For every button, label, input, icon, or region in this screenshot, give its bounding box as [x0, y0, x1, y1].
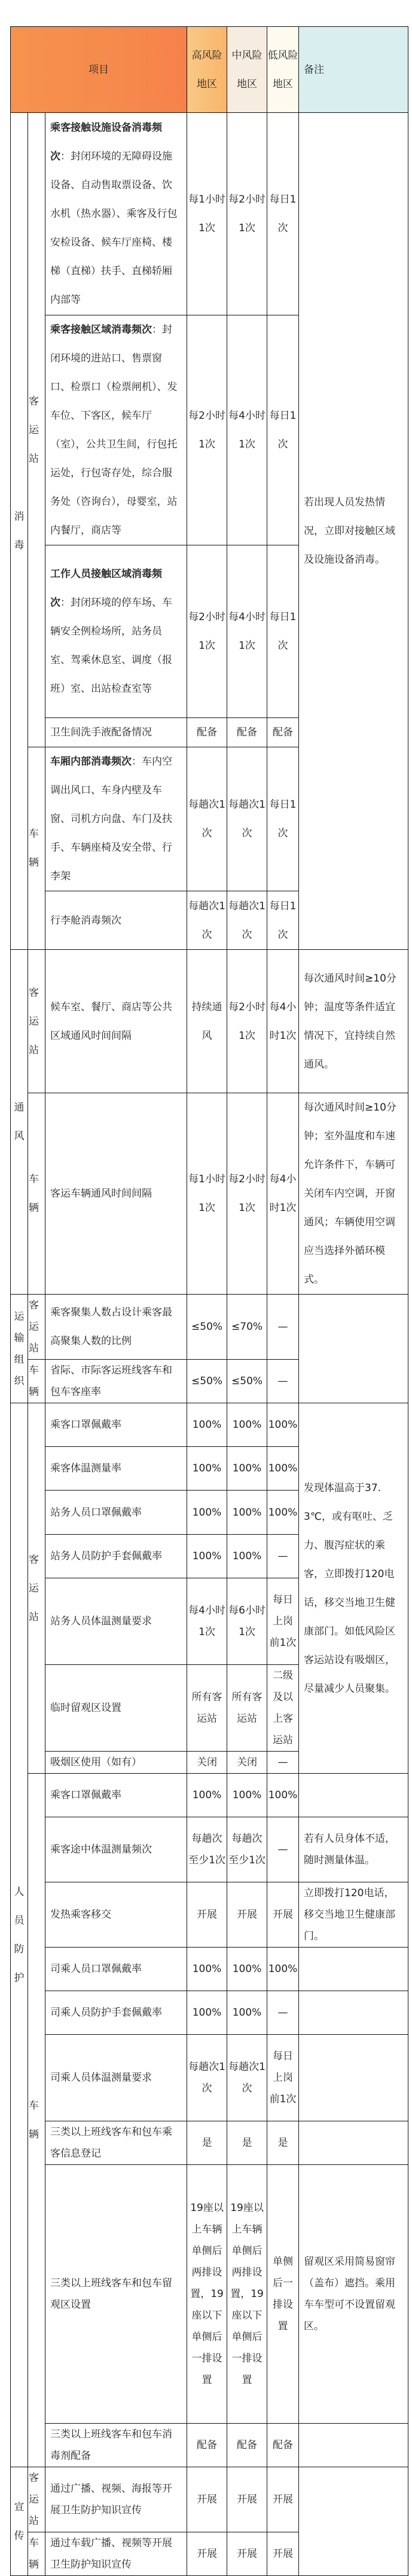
value-low: 100%	[267, 1491, 299, 1535]
value-low: —	[267, 1817, 299, 1882]
value-low: 每日1次	[267, 113, 299, 315]
category-protection: 人员防护	[11, 1403, 28, 2467]
value-low: 每日上岗前1次	[267, 1578, 299, 1665]
row-title: 工作人员接触区域消毒频次	[50, 568, 162, 609]
value-low: 每日上岗前1次	[267, 2035, 299, 2121]
category-ventilation: 通风	[11, 950, 28, 1295]
value-mid: 每趟次1次	[227, 891, 267, 950]
value-mid: 100%	[227, 1491, 267, 1535]
value-low: 开展	[267, 1882, 299, 1948]
value-high: ≤50%	[187, 1295, 227, 1360]
value-mid: 每4小时1次	[227, 315, 267, 545]
table-row	[11, 1991, 408, 2035]
subcategory-station: 客运站	[28, 1295, 45, 1360]
row-description: 站务人员体温测量要求	[45, 1578, 187, 1665]
value-high: 100%	[187, 1491, 227, 1535]
value-high: 100%	[187, 1991, 227, 2035]
table-row	[11, 950, 408, 1093]
risk-level-measures-table	[10, 26, 408, 2576]
value-mid: 关闭	[227, 1752, 267, 1774]
row-text: ：封闭环境的无障碍设施设备、自动售取票设备、饮水机（热水器）、乘客及行包安检设备、候车厅座椅、楼梯（直梯）扶手、直梯轿厢内部等	[50, 151, 178, 306]
value-low: 是	[267, 2121, 299, 2165]
row-description: 三类以上班线客车和包车消毒剂配备	[45, 2424, 187, 2467]
value-mid: 100%	[227, 1991, 267, 2035]
value-low: 每日1次	[267, 545, 299, 718]
value-low: 二级及以上客运站	[267, 1665, 299, 1752]
note-ventilation-vehicle: 每次通风时间≥10分钟；室外温度和车速允许条件下，车辆可关闭车内空调，开窗通风；车辆使用空调应当选择外循环模式。	[299, 1093, 408, 1295]
value-mid: 每6小时1次	[227, 1578, 267, 1665]
category-publicity: 宣传	[11, 2467, 28, 2576]
subcategory-vehicle: 车辆	[28, 2532, 45, 2576]
value-low: 100%	[267, 1948, 299, 1991]
value-mid: 开展	[227, 1882, 267, 1948]
row-description: 司乘人员体温测量要求	[45, 2035, 187, 2121]
value-high: 开展	[187, 2467, 227, 2532]
value-mid: 每2小时1次	[227, 1093, 267, 1295]
value-low: 每日1次	[267, 315, 299, 545]
value-low: —	[267, 1295, 299, 1360]
value-high: 每4小时1次	[187, 1578, 227, 1665]
note-cell	[299, 2121, 408, 2165]
table-row	[11, 1295, 408, 1360]
row-description	[45, 315, 187, 545]
row-description	[45, 545, 187, 718]
table-row	[11, 1882, 408, 1948]
note-cell: 若有人员身体不适，随时测量体温。	[299, 1817, 408, 1882]
value-low: 100%	[267, 1447, 299, 1491]
value-mid: 每2小时1次	[227, 113, 267, 315]
table-row	[11, 113, 408, 315]
value-mid: 是	[227, 2121, 267, 2165]
note-transport	[299, 1295, 408, 1403]
note-ventilation-station: 每次通风时间≥10分钟；温度等条件适宜情况下，宜持续自然通风。	[299, 950, 408, 1093]
value-low: —	[267, 1360, 299, 1403]
value-high: 100%	[187, 1403, 227, 1447]
row-title: 乘客接触区域消毒频次	[50, 324, 152, 336]
subcategory-vehicle: 车辆	[28, 1774, 45, 2467]
subcategory-vehicle: 车辆	[28, 747, 45, 950]
value-mid: 100%	[227, 1535, 267, 1578]
value-high: 配备	[187, 2424, 227, 2467]
row-description: 乘客口罩佩戴率	[45, 1774, 187, 1817]
note-protection-station: 发现体温高于37.3℃，或有呕吐、乏力、腹泻症状的乘客，立即拨打120电话，移交当地卫生健康部门。如低风险区客运站设有吸烟区，尽量减少人员聚集。	[299, 1403, 408, 1774]
value-low: 每4小时1次	[267, 950, 299, 1093]
value-high: 每1小时1次	[187, 1093, 227, 1295]
value-high: 每2小时1次	[187, 315, 227, 545]
row-description	[45, 113, 187, 315]
value-high: 100%	[187, 1774, 227, 1817]
value-mid: 100%	[227, 1447, 267, 1491]
value-mid: 配备	[227, 2424, 267, 2467]
value-high: 开展	[187, 1882, 227, 1948]
row-description: 三类以上班线客车和包车乘客信息登记	[45, 2121, 187, 2165]
row-description	[45, 747, 187, 891]
value-high: 每趟次1次	[187, 2035, 227, 2121]
value-high: 100%	[187, 1948, 227, 1991]
table-row	[11, 1817, 408, 1882]
value-high: 每趟次1次	[187, 891, 227, 950]
table-row	[11, 2467, 408, 2532]
table-row	[11, 2424, 408, 2467]
value-mid: 每趟次1次	[227, 2035, 267, 2121]
row-description: 乘客口罩佩戴率	[45, 1403, 187, 1447]
row-description: 通过广播、视频、海报等开展卫生防护知识宣传	[45, 2467, 187, 2532]
category-transport: 运输组织	[11, 1295, 28, 1403]
value-mid: 19座以上车辆单侧后两排设置，19座以下单侧后一排设置	[227, 2165, 267, 2424]
table-row	[11, 2035, 408, 2121]
row-description: 行李舱消毒频次	[45, 891, 187, 950]
note-cell	[299, 1948, 408, 1991]
value-mid: ≤70%	[227, 1295, 267, 1360]
header-note: 备注	[299, 27, 408, 113]
value-mid: 开展	[227, 2467, 267, 2532]
value-high: 每趟次至少1次	[187, 1817, 227, 1882]
value-high: 每1小时1次	[187, 113, 227, 315]
row-description: 乘客途中体温测量频次	[45, 1817, 187, 1882]
subcategory-vehicle: 车辆	[28, 1093, 45, 1295]
value-mid: 每趟次1次	[227, 747, 267, 891]
value-low: 开展	[267, 2467, 299, 2532]
subcategory-station: 客运站	[28, 2467, 45, 2532]
value-low: —	[267, 1752, 299, 1774]
table-row	[11, 1948, 408, 1991]
value-low: 配备	[267, 718, 299, 747]
value-mid: 100%	[227, 1774, 267, 1817]
row-description: 候车室、餐厅、商店等公共区域通风时间间隔	[45, 950, 187, 1093]
row-title: 乘客接触设施设备消毒频次	[50, 122, 162, 162]
value-high: 关闭	[187, 1752, 227, 1774]
row-text: ：封闭环境的进站口、售票窗口、检票口（检票闸机）、发车位、下客区，候车厅（室），公共卫生间，行包托运处，行包寄存处，综合服务处（咨询台），母婴室，站内餐厅，商店等	[50, 324, 178, 536]
value-high: 开展	[187, 2532, 227, 2576]
value-low: 100%	[267, 1403, 299, 1447]
value-high: 每趟次1次	[187, 747, 227, 891]
row-description: 临时留观区设置	[45, 1665, 187, 1752]
value-low: 单侧后一排设置	[267, 2165, 299, 2424]
subcategory-station: 客运站	[28, 1403, 45, 1774]
value-high: 19座以上车辆单侧后两排设置，19座以下单侧后一排设置	[187, 2165, 227, 2424]
header-item: 项目	[11, 27, 187, 113]
value-mid: 每4小时1次	[227, 545, 267, 718]
row-description: 乘客体温测量率	[45, 1447, 187, 1491]
row-text: ：封闭环境的停车场、车辆安全例检场所，站务员室、驾乘休息室、调度（报班）室、出站检查室等	[50, 597, 172, 695]
row-description: 站务人员口罩佩戴率	[45, 1491, 187, 1535]
table-row	[11, 2121, 408, 2165]
subcategory-vehicle: 车辆	[28, 1360, 45, 1403]
value-high: 每2小时1次	[187, 545, 227, 718]
value-high: 是	[187, 2121, 227, 2165]
row-description: 吸烟区使用（如有）	[45, 1752, 187, 1774]
value-high: 100%	[187, 1535, 227, 1578]
row-description: 乘客聚集人数占设计乘客最高聚集人数的比例	[45, 1295, 187, 1360]
table-header-row	[11, 27, 408, 113]
value-mid: 100%	[227, 1403, 267, 1447]
value-mid: 100%	[227, 1948, 267, 1991]
row-description: 通过车载广播、视频等开展卫生防护知识宣传	[45, 2532, 187, 2576]
value-mid: 开展	[227, 2532, 267, 2576]
header-low-risk: 低风险地区	[267, 27, 299, 113]
value-low: 开展	[267, 2532, 299, 2576]
row-text: ：车内空调出风口、车身内壁及车窗、司机方向盘、车门及扶手、车辆座椅及安全带、行李架	[50, 756, 172, 882]
value-high: ≤50%	[187, 1360, 227, 1403]
value-high: 所有客运站	[187, 1665, 227, 1752]
header-high-risk: 高风险地区	[187, 27, 227, 113]
value-mid: 配备	[227, 718, 267, 747]
table-row	[11, 2165, 408, 2424]
value-low: 每日1次	[267, 747, 299, 891]
row-description: 站务人员防护手套佩戴率	[45, 1535, 187, 1578]
value-low: 每日1次	[267, 891, 299, 950]
table-row	[11, 1093, 408, 1295]
value-low: 100%	[267, 1774, 299, 1817]
row-description: 卫生间洗手液配备情况	[45, 718, 187, 747]
value-low: —	[267, 1991, 299, 2035]
value-high: 持续通风	[187, 950, 227, 1093]
value-mid: ≤50%	[227, 1360, 267, 1403]
value-low: 每4小时1次	[267, 1093, 299, 1295]
row-description: 客运车辆通风时间间隔	[45, 1093, 187, 1295]
row-description: 发热乘客移交	[45, 1882, 187, 1948]
subcategory-station: 客运站	[28, 113, 45, 747]
note-cell	[299, 1991, 408, 2035]
note-publicity	[299, 2467, 408, 2576]
subcategory-station: 客运站	[28, 950, 45, 1093]
category-disinfection: 消毒	[11, 113, 28, 950]
header-mid-risk: 中风险地区	[227, 27, 267, 113]
row-description: 司乘人员防护手套佩戴率	[45, 1991, 187, 2035]
table-row	[11, 1403, 408, 1447]
value-mid: 每2小时1次	[227, 950, 267, 1093]
row-description: 司乘人员口罩佩戴率	[45, 1948, 187, 1991]
value-mid: 每趟次至少1次	[227, 1817, 267, 1882]
note-cell	[299, 2424, 408, 2467]
note-cell	[299, 2035, 408, 2121]
note-cell: 立即拨打120电话，移交当地卫生健康部门。	[299, 1882, 408, 1948]
row-description: 三类以上班线客车和包车留观区设置	[45, 2165, 187, 2424]
row-title: 车厢内部消毒频次	[50, 756, 132, 768]
value-low: 配备	[267, 2424, 299, 2467]
row-description: 省际、市际客运班线客车和包车客座率	[45, 1360, 187, 1403]
note-cell	[299, 1774, 408, 1817]
value-high: 100%	[187, 1447, 227, 1491]
value-low: —	[267, 1535, 299, 1578]
value-mid: 所有客运站	[227, 1665, 267, 1752]
value-high: 配备	[187, 718, 227, 747]
note-cell: 留观区采用简易窗帘（盖布）遮挡。乘用车车型可不设置留观区。	[299, 2165, 408, 2424]
table-row	[11, 1774, 408, 1817]
note-disinfection: 若出现人员发热情况，立即对接触区域及设施设备消毒。	[299, 113, 408, 950]
